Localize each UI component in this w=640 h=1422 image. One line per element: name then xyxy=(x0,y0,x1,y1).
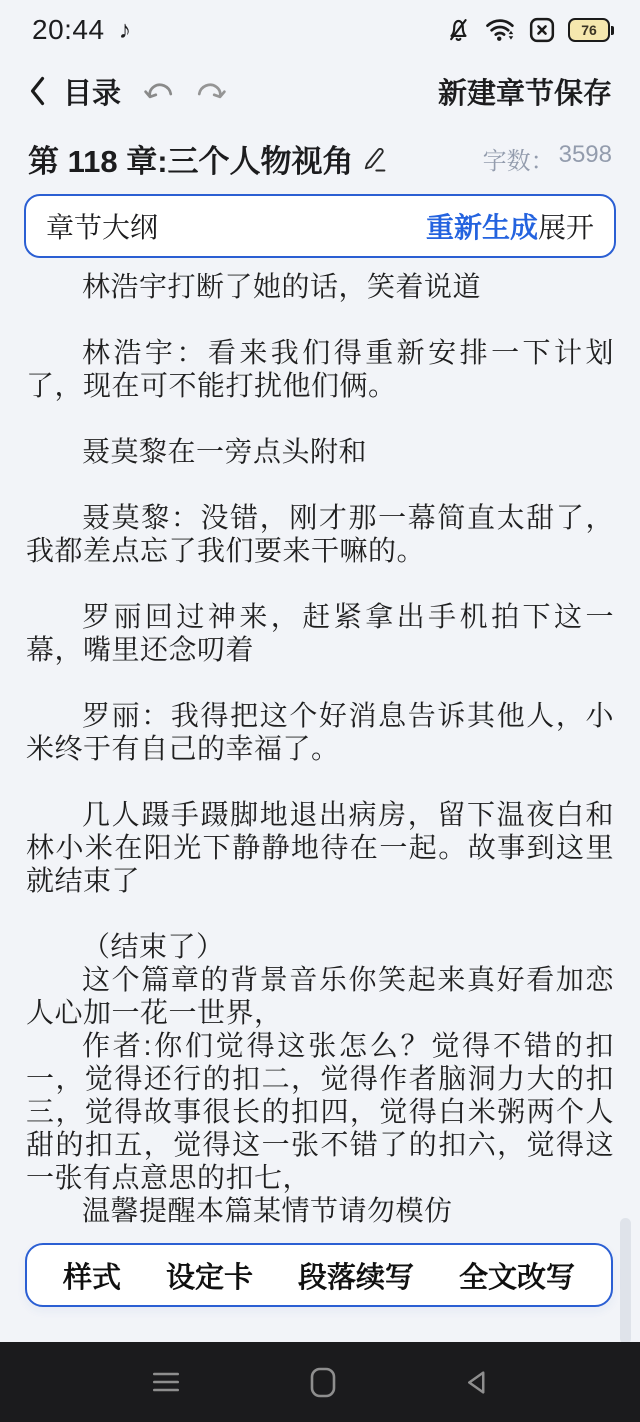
top-navigation xyxy=(0,68,640,114)
clock: 20:44 xyxy=(32,14,105,45)
home-icon[interactable] xyxy=(309,1366,337,1399)
paragraph[interactable]: 几人蹑手蹑脚地退出病房，留下温夜白和林小米在阳光下静静地待在一起。故事到这里就结束了 xyxy=(26,799,614,896)
word-count-label: 字数： xyxy=(482,147,555,175)
paragraph[interactable]: 林浩宇：看来我们得重新安排一下计划了，现在可不能打扰他们俩。 xyxy=(26,337,614,401)
word-count xyxy=(483,141,612,176)
back-icon[interactable] xyxy=(28,75,47,107)
paragraph[interactable]: 林浩宇打断了她的话，笑着说道 xyxy=(82,271,482,302)
paragraph[interactable]: 聂莫黎：没错，刚才那一幕简直太甜了，我都差点忘了我们要来干嘛的。 xyxy=(26,502,614,566)
paragraph[interactable]: 聂莫黎在一旁点头附和 xyxy=(82,436,368,467)
chapter-title-row xyxy=(0,136,640,180)
menu-icon[interactable] xyxy=(150,1369,182,1395)
word-count-value: 3598 xyxy=(558,140,612,168)
back-triangle-icon[interactable] xyxy=(463,1368,490,1397)
status-bar xyxy=(0,0,640,54)
outline-label: 章节大纲 xyxy=(46,212,159,243)
setting-card-button[interactable]: 设定卡 xyxy=(166,1255,253,1296)
redo-icon[interactable] xyxy=(191,78,227,105)
android-navigation-bar xyxy=(0,1342,640,1422)
paragraph[interactable]: 这个篇章的背景音乐你笑起来真好看加恋人心加一花一世界， xyxy=(26,964,614,1028)
paragraph[interactable]: 温馨提醒本篇某情节请勿模仿 xyxy=(82,1195,453,1226)
fulltext-rewrite-button[interactable]: 全文改写 xyxy=(459,1255,575,1296)
expand-button[interactable]: 展开 xyxy=(538,206,594,246)
battery-percent: 76 xyxy=(581,22,597,38)
bell-muted-icon xyxy=(445,16,472,44)
scrollbar-thumb[interactable] xyxy=(620,1218,631,1344)
paragraph[interactable]: 罗丽回过神来，赶紧拿出手机拍下这一幕，嘴里还念叨着 xyxy=(26,601,614,665)
wifi-icon xyxy=(485,17,516,43)
sim-error-icon xyxy=(529,17,555,43)
paragraph[interactable]: （结束了） xyxy=(82,931,225,962)
undo-icon[interactable] xyxy=(143,78,179,105)
music-note-icon: ♪ xyxy=(118,15,132,44)
paragraph[interactable]: 罗丽：我得把这个好消息告诉其他人，小米终于有自己的幸福了。 xyxy=(26,700,614,764)
chapter-outline-bar[interactable] xyxy=(24,194,616,258)
chapter-text-editor[interactable] xyxy=(26,270,614,1227)
regenerate-button[interactable]: 重新生成 xyxy=(426,206,538,246)
battery-icon xyxy=(568,18,610,42)
style-button[interactable]: 样式 xyxy=(63,1255,121,1296)
paragraph-continue-button[interactable]: 段落续写 xyxy=(298,1255,414,1296)
save-button[interactable]: 保存 xyxy=(554,71,612,112)
chapter-title[interactable]: 第 118 章:三个人物视角 xyxy=(28,143,354,179)
toc-button[interactable]: 目录 xyxy=(63,77,122,110)
paragraph[interactable]: 作者:你们觉得这张怎么？觉得不错的扣一，觉得还行的扣二，觉得作者脑洞力大的扣三，觉得故事很长的扣四，觉得白米粥两个人甜的扣五，觉得这一张不错了的扣六，觉得这一张有点意思的扣七， xyxy=(26,1030,614,1193)
new-chapter-button[interactable]: 新建章节 xyxy=(438,71,554,112)
writing-toolbar xyxy=(25,1243,613,1307)
edit-pencil-icon[interactable] xyxy=(362,144,389,173)
